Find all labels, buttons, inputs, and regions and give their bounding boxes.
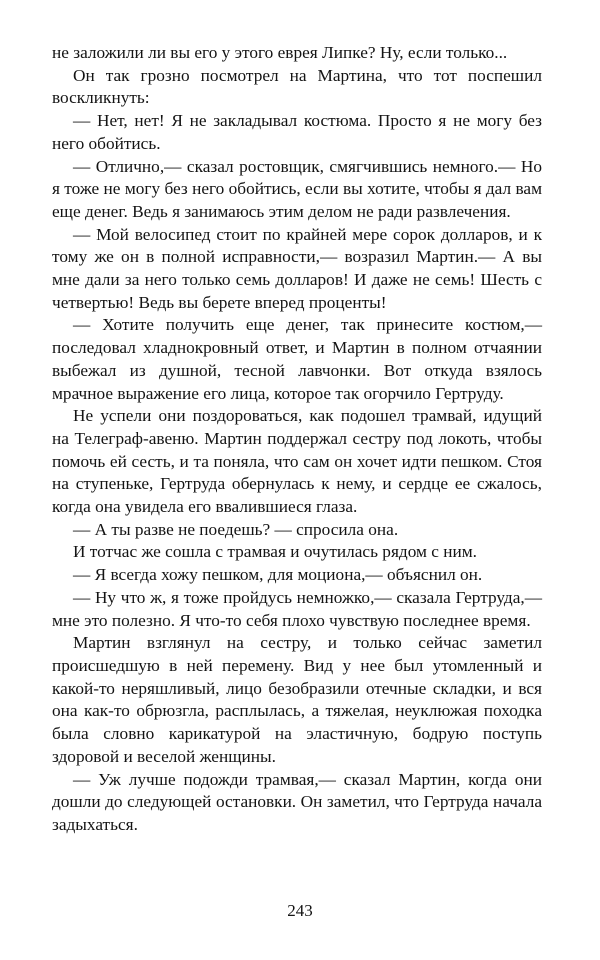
page-number: 243 — [287, 901, 313, 920]
paragraph: — Мой велосипед стоит по крайней мере сорок долларов, и к тому же он в полной исправности,— возразил Мартин.— А вы мне дали за него только семь долларов! И даже не семь! Шесть с четвертью! Ведь вы берете вперед проценты! — [52, 224, 542, 312]
paragraph: И тотчас же сошла с трамвая и очутилась рядом с ним. — [73, 542, 477, 562]
paragraph: — Отлично,— сказал ростовщик, смягчившись немного.— Но я тоже не могу без него обойтись, если вы хотите, чтобы я дал вам еще денег. Ведь я занимаюсь этим делом не ради развлечения. — [52, 156, 542, 221]
body-text — [52, 42, 542, 837]
paragraph: Мартин взглянул на сестру, и только сейчас заметил происшедшую в ней перемену. Вид у нее был утомленный и какой-то неряшливый, лицо безобразили отечные складки, и вся она как-то обрюзгла, расплылась, а тяжелая, неуклюжая походка была словно карикатурой на эластичную, бодрую поступь здоровой и веселой женщины. — [52, 633, 542, 766]
paragraph: — Я всегда хожу пешком, для моциона,— объяснил он. — [73, 565, 483, 585]
paragraph: не заложили ли вы его у этого еврея Липке? Ну, если только... — [52, 43, 508, 62]
paragraph: — Ну что ж, я тоже пройдусь немножко,— сказала Гертруда,— мне это полезно. Я что-то себя плохо чувствую последнее время. — [52, 587, 542, 630]
paragraph: — Уж лучше подожди трамвая,— сказал Мартин, когда они дошли до следующей остановки. Он заметил, что Гертруда начала задыхаться. — [52, 769, 542, 834]
paragraph: Он так грозно посмотрел на Мартина, что тот поспешил воскликнуть: — [52, 65, 542, 108]
paragraph: — Хотите получить еще денег, так принесите костюм,— последовал хладнокровный ответ, и Мартин в полном отчаянии выбежал из душной, тесной лавчонки. Вот откуда взялось мрачное выражение его лица, которое так огорчило Гертруду. — [52, 315, 542, 403]
paragraph: — А ты разве не поедешь? — спросила она. — [73, 519, 399, 539]
paragraph: — Нет, нет! Я не закладывал костюма. Просто я не могу без него обойтись. — [52, 111, 542, 153]
paragraph: Не успели они поздороваться, как подошел трамвай, идущий на Телеграф-авеню. Мартин поддержал сестру под локоть, чтобы помочь ей сесть, и та поняла, что сам он хочет идти пешком. Стоя на ступеньке, Гертруда обернулась к нему, и сердце ее сжалось, когда она увидела его ввалившиеся глаза. — [52, 406, 542, 517]
